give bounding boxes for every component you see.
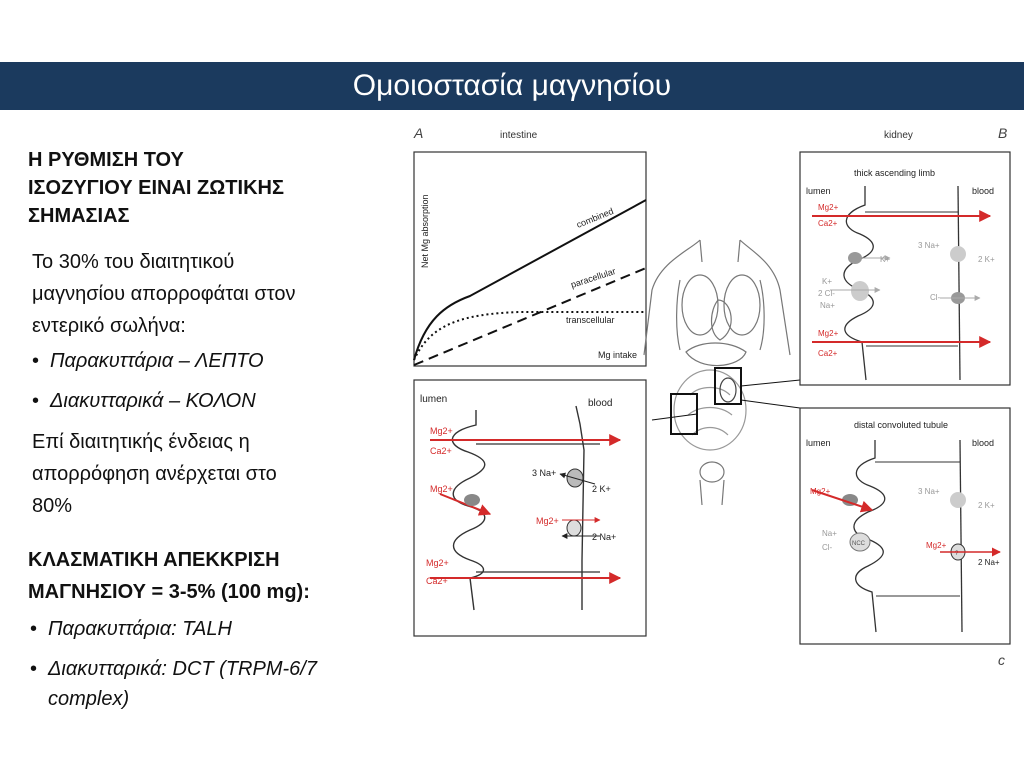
heading-vital-balance (28, 146, 284, 230)
ion-ca: Ca2+ (818, 219, 838, 228)
text-line: απορρόφηση ανέρχεται στο (32, 463, 277, 485)
ncc-label: NCC (852, 541, 865, 547)
text-line: μαγνησίου απορροφάται στον (32, 283, 296, 305)
ion-2k: 2 K+ (592, 484, 611, 494)
text-line: Επί διαιτητικής ένδειας η (32, 431, 250, 453)
ion-mg: Mg2+ (426, 558, 449, 568)
ion-mg: Mg2+ (926, 541, 947, 550)
ion-ca: Ca2+ (426, 576, 448, 586)
right-shoulder-outline (740, 240, 790, 355)
ion-mg: Mg2+ (430, 484, 453, 494)
heading-line: ΚΛΑΣΜΑΤΙΚΗ ΑΠΕΚΚΡΙΣΗ (28, 549, 280, 571)
panel-a-label: A (414, 125, 424, 141)
ion-3na: 3 Na+ (918, 241, 940, 250)
kidney-zoom-box (715, 368, 741, 404)
bladder (700, 462, 724, 482)
ion-2na: 2 Na+ (978, 558, 1000, 567)
intestine-panel-frame (414, 380, 646, 636)
bullet-paracellular-small (32, 346, 264, 376)
panel-b-label: B (998, 125, 1008, 141)
blood-label: blood (972, 186, 995, 196)
apical-channel (464, 494, 480, 506)
tal-title: thick ascending limb (854, 168, 936, 178)
kidney-label: kidney (884, 130, 913, 141)
right-lung (724, 275, 760, 335)
ion-mg: Mg2+ (430, 426, 453, 436)
blood-label: blood (588, 398, 613, 409)
intestines (674, 370, 746, 450)
bullet-text: Διακυτταρικά: DCT (TRPM-6/7 (48, 658, 317, 680)
ion-2cl: 2 Cl- (818, 289, 835, 298)
text-line: 80% (32, 495, 73, 517)
ion-2k: 2 K+ (978, 255, 995, 264)
dct-na-k-pump (950, 492, 966, 508)
ion-na: Na+ (822, 529, 837, 538)
blood-label: blood (972, 438, 995, 448)
lumen-label: lumen (806, 438, 831, 448)
ion-cl: Cl- (822, 543, 833, 552)
connector-kidney-tal (741, 380, 800, 386)
ion-ca: Ca2+ (818, 349, 838, 358)
bullet-dot: • (32, 390, 40, 412)
lumen-label: lumen (806, 186, 831, 196)
ion-mg: Mg2+ (818, 203, 839, 212)
unknown-transporter-mark: ? (955, 551, 959, 557)
heart (712, 300, 732, 340)
absorption-graph (414, 152, 646, 366)
bullet-transcellular-colon (32, 386, 256, 416)
connector-kidney-dct (741, 400, 800, 408)
distal-convoluted-tubule-panel (800, 408, 1010, 644)
deficiency-paragraph (32, 426, 277, 522)
left-lung (682, 275, 718, 335)
body-anatomy-illustration (644, 240, 790, 505)
ion-mg: Mg2+ (810, 487, 831, 496)
ion-mg: Mg2+ (818, 329, 839, 338)
ion-k: K+ (880, 255, 891, 264)
ion-mg: Mg2+ (536, 516, 559, 526)
heading-line: Η ΡΥΘΜΙΣΗ ΤΟΥ (28, 149, 184, 171)
ion-3na: 3 Na+ (532, 468, 557, 478)
intro-paragraph (32, 246, 296, 342)
neck-outline (700, 240, 740, 262)
graph-ylabel: Net Mg absorption (420, 194, 430, 268)
bullet-dot: • (30, 658, 38, 680)
thick-ascending-limb-panel (800, 152, 1010, 385)
magnesium-transport-figure (405, 118, 1020, 678)
bullet-dot: • (32, 350, 40, 372)
intestine-label: intestine (500, 130, 538, 141)
lower-outline (700, 480, 724, 505)
heading-line: ΣΗΜΑΣΙΑΣ (28, 205, 130, 227)
romk-channel (848, 252, 862, 264)
lumen-label: lumen (420, 394, 448, 405)
bullet-transcellular-dct (30, 654, 317, 714)
graph-frame (414, 152, 646, 366)
heading-fractional-excretion (28, 544, 310, 608)
heading-line: ΙΣΟΖΥΓΙΟΥ ΕΙΝΑΙ ΖΩΤΙΚΗΣ (28, 177, 284, 199)
heading-line: ΜΑΓΝΗΣΙΟΥ = 3-5% (100 mg): (28, 581, 310, 603)
bullet-text: Παρακυττάρια – ΛΕΠΤΟ (50, 350, 264, 372)
ion-2na: 2 Na+ (592, 532, 617, 542)
curve-label-paracellular: paracellular (569, 266, 617, 290)
panel-c-label: c (998, 652, 1005, 668)
tal-na-k-pump (950, 246, 966, 262)
text-line: εντερικό σωλήνα: (32, 315, 186, 337)
graph-xlabel: Mg intake (598, 350, 638, 360)
bullet-dot: • (30, 618, 38, 640)
intestine-epithelium-panel (414, 380, 646, 636)
slide-title: Ομοιοστασία μαγνησίου (0, 62, 1024, 110)
dct-title: distal convoluted tubule (854, 420, 949, 430)
bullet-text: Διακυτταρικά – ΚΟΛΟΝ (50, 390, 256, 412)
ion-cl: Cl- (930, 293, 941, 302)
ion-2k: 2 K+ (978, 501, 995, 510)
bullet-text: complex) (48, 688, 130, 710)
bullet-paracellular-talh (30, 614, 232, 644)
text-line: Το 30% του διαιτητικού (32, 251, 235, 273)
curve-label-combined: combined (575, 205, 615, 230)
liver-stomach (686, 343, 746, 366)
ion-3na: 3 Na+ (918, 487, 940, 496)
ion-k: K+ (822, 277, 833, 286)
left-shoulder-outline (644, 240, 700, 355)
nkcc2-transporter (851, 281, 869, 301)
mg-na-exchanger (567, 520, 581, 536)
bullet-text: Παρακυττάρια: TALH (48, 618, 232, 640)
ion-ca: Ca2+ (430, 446, 452, 456)
curve-label-transcellular: transcellular (566, 315, 615, 325)
ion-na: Na+ (820, 301, 835, 310)
